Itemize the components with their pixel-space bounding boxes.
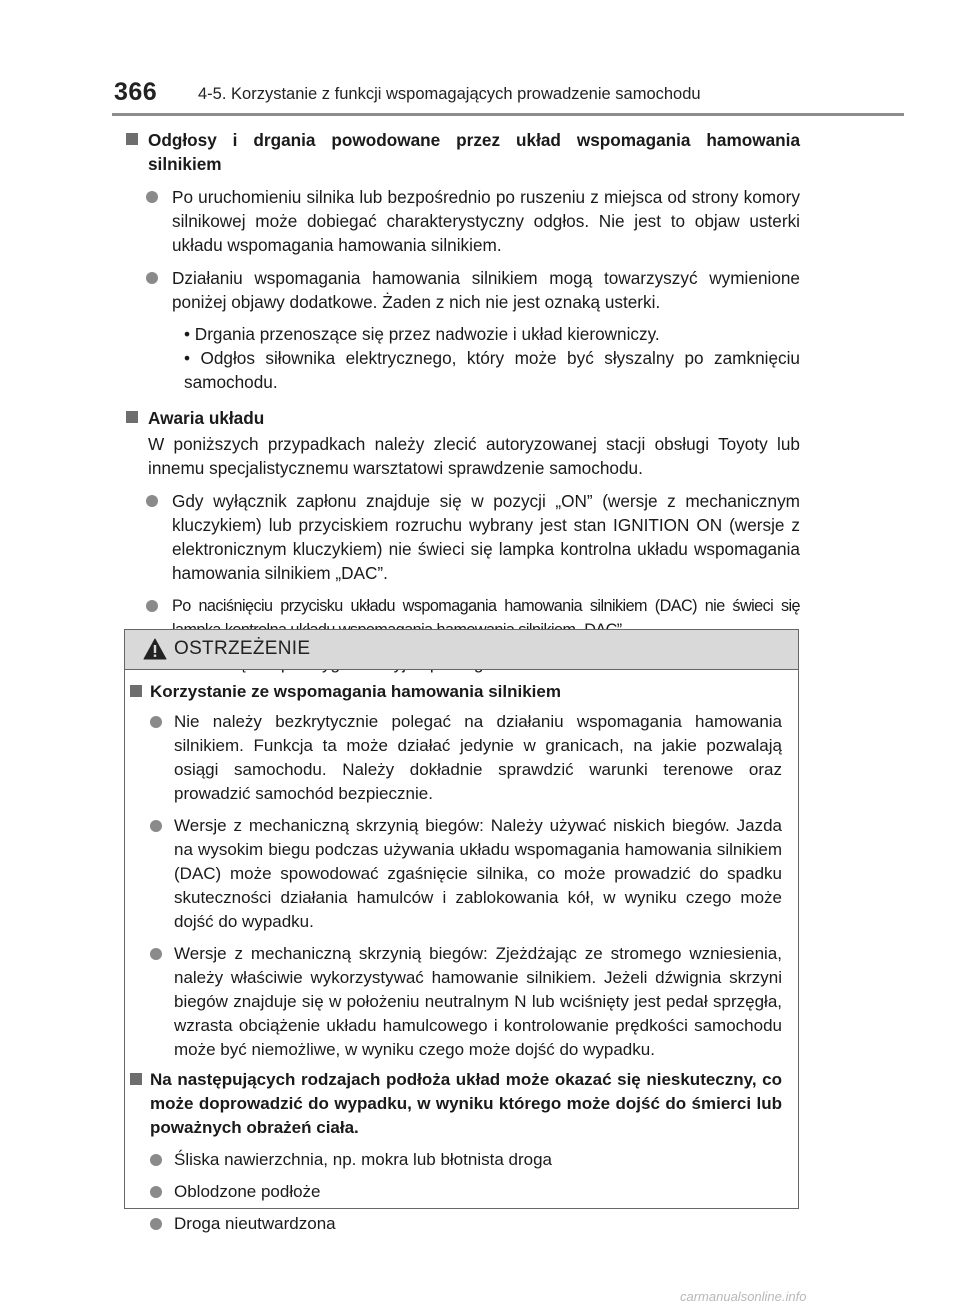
bullet-text: Po uruchomieniu silnika lub bezpośrednio po ruszeniu z miejsca od strony komory silnikowej może dobiegać charakterystyczny odgłos. Nie jest to objaw usterki układu wspomagania hamowania silnikiem. — [172, 187, 800, 255]
list-item — [130, 1180, 782, 1204]
bullet-text: Gdy wyłącznik zapłonu znajduje się w pozycji „ON” (wersje z mechanicznym kluczykiem) lub przyciskiem rozruchu wybrany jest stan IGNITION ON (wersje z elektronicznym kluczykiem) nie świeci się lampka kontrolna układu wspomagania hamowania silnikiem „DAC”. — [172, 491, 800, 583]
square-bullet-icon — [130, 1073, 142, 1085]
list-item — [124, 266, 800, 314]
warning-triangle-icon — [143, 638, 167, 660]
warning-title: OSTRZEŻENIE — [174, 638, 311, 659]
round-bullet-icon — [150, 1218, 162, 1230]
section-intro: W poniższych przypadkach należy zlecić autoryzowanej stacji obsługi Toyoty lub innemu specjalistycznemu warsztatowi sprawdzenie samochodu. — [148, 434, 800, 478]
list-item — [130, 710, 782, 806]
sub-list-item — [124, 322, 800, 346]
list-item — [124, 185, 800, 257]
square-bullet-icon — [126, 411, 138, 423]
list-item — [130, 814, 782, 934]
list-item — [130, 1212, 782, 1236]
bullet-text: Oblodzone podłoże — [174, 1182, 321, 1201]
section-title: Awaria układu — [148, 408, 265, 428]
bullet-text: Droga nieutwardzona — [174, 1214, 336, 1233]
list-item — [130, 942, 782, 1062]
chapter-title: 4-5. Korzystanie z funkcji wspomagających prowadzenie samochodu — [198, 85, 701, 103]
square-bullet-icon — [126, 133, 138, 145]
section-heading-failure — [124, 406, 800, 430]
round-bullet-icon — [146, 600, 158, 612]
round-bullet-icon — [150, 948, 162, 960]
warning-heading-surfaces — [130, 1068, 782, 1140]
list-item — [130, 1148, 782, 1172]
warning-box — [124, 629, 799, 1233]
round-bullet-icon — [146, 272, 158, 284]
bullet-text: Wersje z mechaniczną skrzynią biegów: Należy używać niskich biegów. Jazda na wysokim biegu podczas używania układu wspomagania hamowania silnikiem (DAC) może spowodować zgaśnięcie silnika, co może prowadzić do spadku skuteczności działania hamulców i zablokowania kół, w wyniku czego może dojść do wypadku. — [174, 816, 782, 931]
bullet-text: Nie należy bezkrytycznie polegać na działaniu wspomagania hamowania silnikiem. Funkcja ta może działać jedynie w granicach, na jakie pozwalają osiągi samochodu. Należy dokładnie sprawdzić warunki terenowe oraz prowadzić samochód bezpiecznie. — [174, 712, 782, 803]
list-item — [124, 489, 800, 585]
page-number: 366 — [114, 78, 158, 106]
watermark: carmanualsonline.info — [680, 1289, 807, 1304]
warning-group-title: Na następujących rodzajach podłoża układ może okazać się nieskuteczny, co może doprowadzić do wypadku, w wyniku którego może dojść do śmierci lub poważnych obrażeń ciała. — [150, 1070, 782, 1137]
header-rule — [112, 113, 904, 116]
round-bullet-icon — [146, 495, 158, 507]
square-bullet-icon — [130, 685, 142, 697]
sub-item-text: • Odgłos siłownika elektrycznego, który może być słyszalny po zamknięciu samochodu. — [184, 348, 800, 392]
bullet-text: Działaniu wspomagania hamowania silnikiem mogą towarzyszyć wymienione poniżej objawy dodatkowe. Żaden z nich nie jest oznaką usterki. — [172, 268, 800, 312]
page-header — [112, 78, 904, 118]
bullet-text: Po naciśnięciu przycisku układu wspomagania hamowania silnikiem (DAC) nie świeci się — [172, 597, 800, 615]
sub-item-text: • Drgania przenoszące się przez nadwozie i układ kierowniczy. — [184, 324, 660, 344]
bullet-text: Śliska nawierzchnia, np. mokra lub błotnista droga — [174, 1150, 552, 1169]
warning-group-title: Korzystanie ze wspomagania hamowania silnikiem — [150, 682, 561, 701]
round-bullet-icon — [150, 716, 162, 728]
round-bullet-icon — [146, 191, 158, 203]
round-bullet-icon — [150, 1186, 162, 1198]
main-content — [124, 128, 800, 675]
warning-body — [130, 680, 782, 1236]
warning-heading-usage — [130, 680, 782, 704]
round-bullet-icon — [150, 1154, 162, 1166]
warning-header — [125, 630, 798, 670]
section-heading-noise — [124, 128, 800, 176]
sub-list-item — [124, 346, 800, 394]
section-title: Odgłosy i drgania powodowane przez układ wspomagania hamowania silnikiem — [148, 130, 800, 174]
round-bullet-icon — [150, 820, 162, 832]
bullet-text: Wersje z mechaniczną skrzynią biegów: Zjeżdżając ze stromego wzniesienia, należy właściwie wykorzystywać hamowanie silnikiem. Jeżeli dźwignia skrzyni biegów znajduje się w położeniu neutralnym N lub wciśnięty jest pedał sprzęgła, wzrasta obciążenie układu hamulcowego i kontrolowanie prędkości samochodu może być niemożliwe, w wyniku czego może dojść do wypadku. — [174, 944, 782, 1059]
